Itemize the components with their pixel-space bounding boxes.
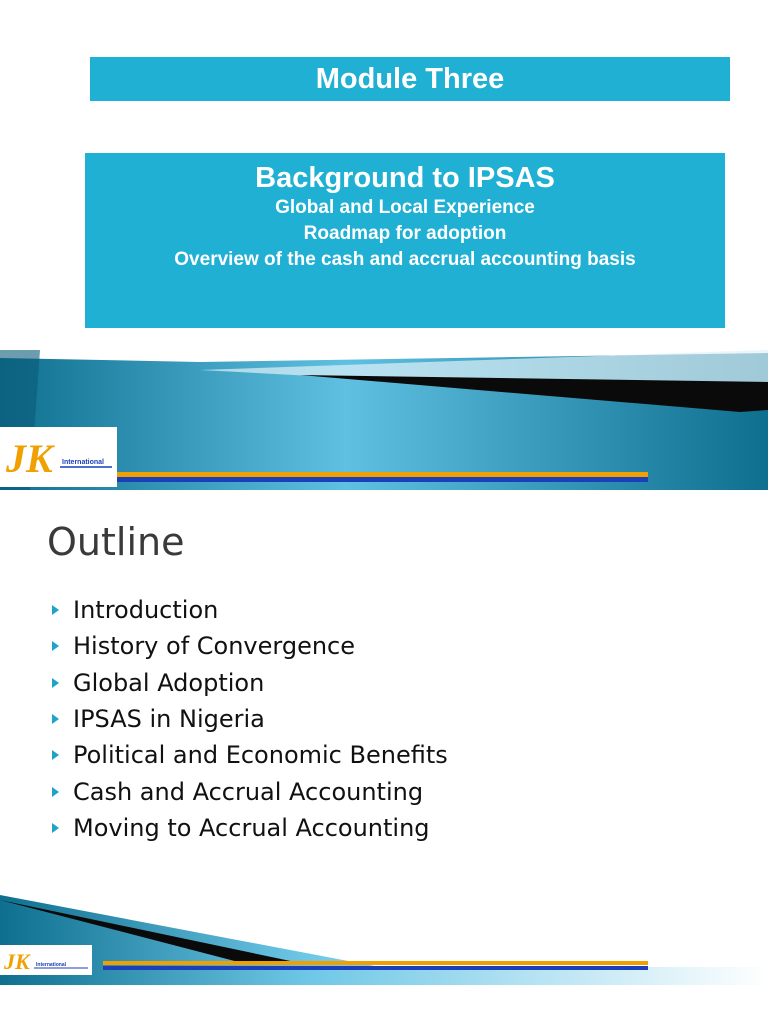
- divider-blue: [117, 477, 648, 482]
- list-item: IPSAS in Nigeria: [52, 701, 448, 737]
- module-title-bar: [90, 57, 730, 101]
- jk-logo-mark: [0, 427, 117, 487]
- bullet-arrow-icon: [52, 750, 59, 760]
- svg-text:International: International: [62, 459, 105, 466]
- list-item: History of Convergence: [52, 628, 448, 664]
- background-line-1: Global and Local Experience: [275, 197, 535, 218]
- jk-logo: [0, 427, 117, 487]
- svg-text:JK: JK: [6, 436, 53, 481]
- footer-banner-graphic: [0, 895, 768, 985]
- bullet-arrow-icon: [52, 605, 59, 615]
- list-item: Introduction: [52, 592, 448, 628]
- bullet-arrow-icon: [52, 641, 59, 651]
- background-box: [85, 153, 725, 328]
- svg-text:International: International: [36, 962, 67, 968]
- footer-divider-blue: [103, 966, 648, 970]
- background-line-2: Roadmap for adoption: [303, 223, 507, 244]
- outline-list: [52, 592, 448, 846]
- background-title: Background to IPSAS: [255, 162, 555, 194]
- bullet-arrow-icon: [52, 823, 59, 833]
- list-item: Political and Economic Benefits: [52, 737, 448, 773]
- bullet-arrow-icon: [52, 714, 59, 724]
- bullet-arrow-icon: [52, 678, 59, 688]
- outline-title: Outline: [47, 520, 185, 564]
- footer-jk-logo-mark: [0, 945, 92, 975]
- list-item: Cash and Accrual Accounting: [52, 773, 448, 809]
- footer-jk-logo: [0, 945, 92, 975]
- svg-text:JK: JK: [4, 949, 30, 974]
- list-item: Global Adoption: [52, 665, 448, 701]
- bullet-arrow-icon: [52, 787, 59, 797]
- module-title: Module Three: [315, 63, 505, 95]
- footer-divider-orange: [103, 961, 648, 965]
- background-line-3: Overview of the cash and accrual accounting basis: [174, 249, 636, 270]
- list-item: Moving to Accrual Accounting: [52, 810, 448, 846]
